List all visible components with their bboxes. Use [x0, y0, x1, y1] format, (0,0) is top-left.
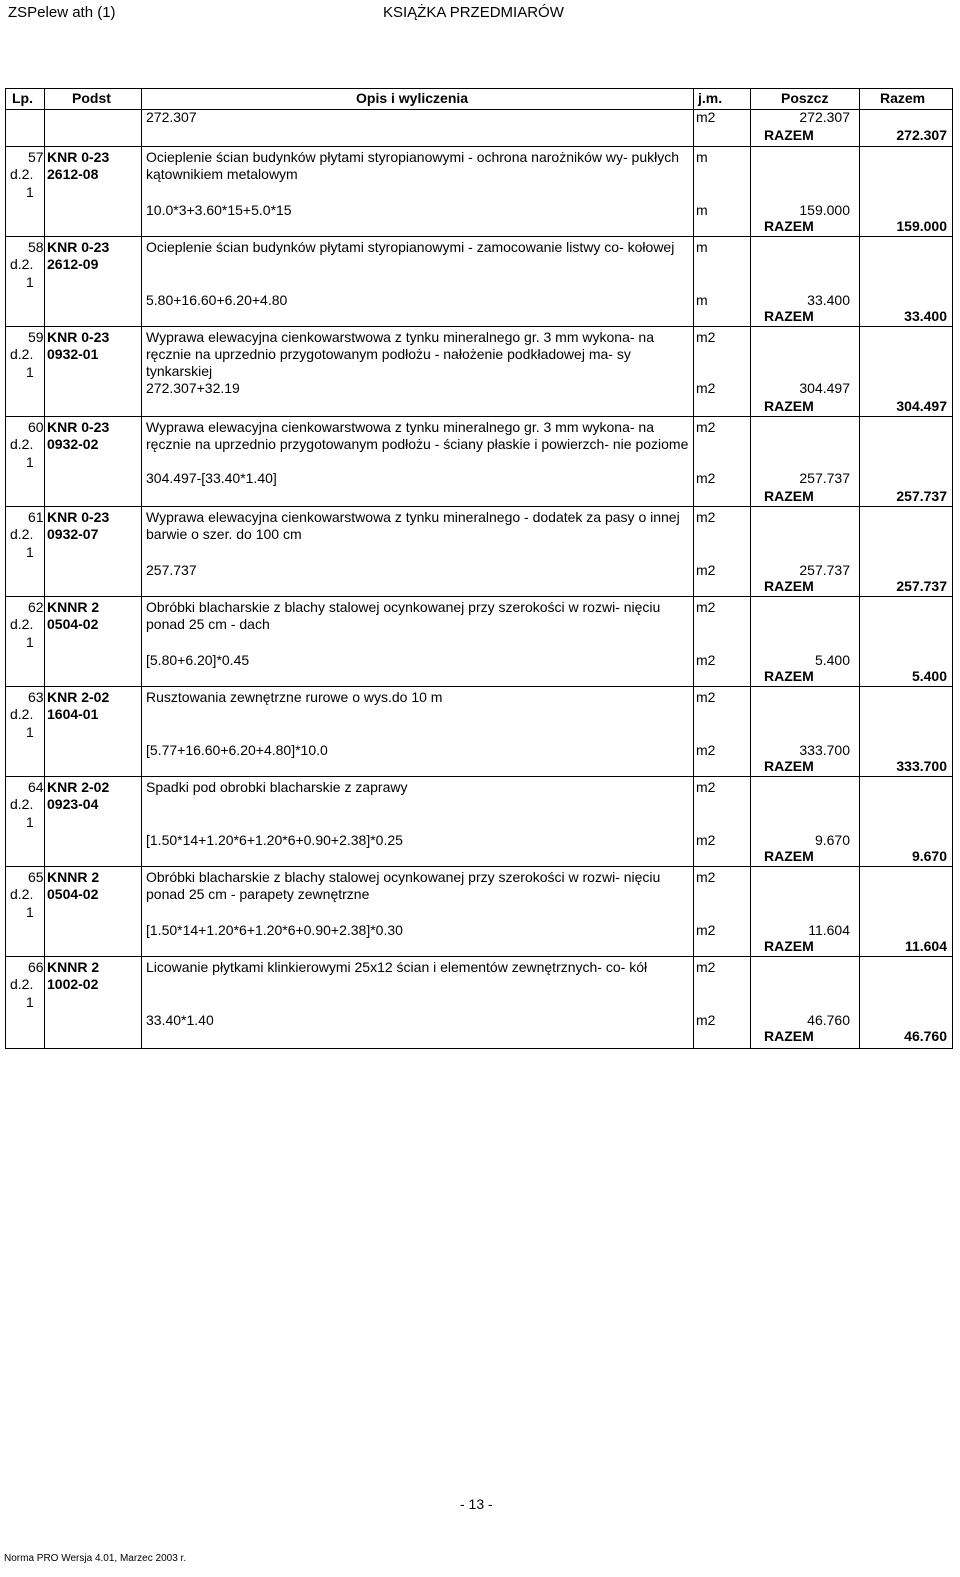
row-unit: m — [696, 149, 708, 165]
row-calculation: 10.0*3+3.60*15+5.0*15 — [146, 202, 292, 218]
row-description: Rusztowania zewnętrzne rurowe o wys.do 10 m — [146, 689, 443, 705]
row-unit: m2 — [696, 869, 716, 885]
row-lp: 62 — [28, 599, 44, 615]
row-lp-sub: d.2. — [10, 436, 34, 452]
row-unit: m2 — [696, 419, 716, 435]
row-poszcz: 257.737 — [799, 562, 850, 578]
row-divider — [6, 776, 952, 777]
row-description: Wyprawa elewacyjna cienkowarstwowa z tynku mineralnego - dodatek za pasy o innej barwie o szer. do 100 cm — [146, 509, 680, 542]
row-razem-label: RAZEM — [764, 218, 814, 234]
row-podst: KNR 0-23 — [47, 509, 110, 525]
row-calc-unit: m2 — [696, 380, 716, 396]
window-header — [0, 0, 960, 26]
row-podst-code: 0923-04 — [47, 796, 99, 812]
row-lp: 59 — [28, 329, 44, 345]
row-razem-label: RAZEM — [764, 488, 814, 504]
row-poszcz: 304.497 — [799, 380, 850, 396]
col-divider — [750, 108, 751, 1048]
row-divider — [6, 686, 952, 687]
col-opis: Opis i wyliczenia — [356, 90, 469, 106]
row-calculation: [1.50*14+1.20*6+1.20*6+0.90+2.38]*0.25 — [146, 832, 403, 848]
row-calc-unit: m2 — [696, 832, 716, 848]
page-number: - 13 - — [460, 1496, 493, 1512]
carry-unit: m2 — [696, 109, 716, 125]
col-jm: j.m. — [698, 90, 723, 106]
row-divider — [6, 326, 952, 327]
row-podst: KNR 0-23 — [47, 419, 110, 435]
row-lp: 64 — [28, 779, 44, 795]
row-description: Licowanie płytkami klinkierowymi 25x12 ścian i elementów zewnętrznych- co- kół — [146, 959, 648, 975]
row-podst-code: 1002-02 — [47, 976, 99, 992]
row-poszcz: 33.400 — [807, 292, 850, 308]
row-unit: m2 — [696, 779, 716, 795]
row-podst: KNNR 2 — [47, 869, 100, 885]
row-lp-sub: 1 — [26, 814, 34, 830]
row-razem: 257.737 — [896, 488, 947, 504]
carry-razem-label: RAZEM — [764, 127, 814, 143]
col-poszcz: Poszcz — [781, 90, 829, 106]
carry-value: 272.307 — [799, 109, 850, 125]
row-poszcz: 257.737 — [799, 470, 850, 486]
row-lp-sub: 1 — [26, 634, 34, 650]
row-unit: m — [696, 239, 708, 255]
row-lp: 61 — [28, 509, 44, 525]
col-lp: Lp. — [12, 90, 33, 106]
row-lp-sub: d.2. — [10, 976, 34, 992]
row-calculation: 257.737 — [146, 562, 197, 578]
row-lp-sub: 1 — [26, 544, 34, 560]
row-poszcz: 11.604 — [808, 922, 850, 938]
row-calc-unit: m2 — [696, 922, 716, 938]
row-unit: m2 — [696, 329, 716, 345]
row-podst-code: 0932-02 — [47, 436, 99, 452]
row-razem-label: RAZEM — [764, 668, 814, 684]
row-lp: 65 — [28, 869, 44, 885]
row-calculation: 304.497-[33.40*1.40] — [146, 470, 277, 486]
row-lp-sub: 1 — [26, 724, 34, 740]
row-poszcz: 159.000 — [799, 202, 850, 218]
carry-razem: 272.307 — [896, 127, 947, 143]
row-poszcz: 46.760 — [807, 1012, 850, 1028]
row-calc-unit: m2 — [696, 652, 716, 668]
row-unit: m2 — [696, 959, 716, 975]
row-divider — [6, 866, 952, 867]
row-podst-code: 1604-01 — [47, 706, 99, 722]
row-podst: KNR 0-23 — [47, 329, 110, 345]
row-razem: 5.400 — [911, 668, 947, 684]
row-unit: m2 — [696, 689, 716, 705]
row-divider — [6, 956, 952, 957]
row-description: Obróbki blacharskie z blachy stalowej ocynkowanej przy szerokości w rozwi- nięciu ponad 25 cm - parapety zewnętrzne — [146, 869, 661, 902]
row-lp-sub: 1 — [26, 274, 34, 290]
row-description: Wyprawa elewacyjna cienkowarstwowa z tynku mineralnego gr. 3 mm wykona- na ręcznie na uprzednio przygotowanym podłożu - nałożenie podkładowej ma- sy tynkarskiej — [146, 329, 654, 379]
row-podst: KNR 2-02 — [47, 689, 110, 705]
row-calc-unit: m2 — [696, 470, 716, 486]
row-lp-sub: d.2. — [10, 886, 34, 902]
row-podst: KNR 0-23 — [47, 149, 110, 165]
row-divider — [6, 146, 952, 147]
row-lp-sub: 1 — [26, 364, 34, 380]
row-podst-code: 2612-09 — [47, 256, 99, 272]
row-description: Ocieplenie ścian budynków płytami styropianowymi - ochrona narożników wy- pukłych kątownikiem metalowym — [146, 149, 680, 182]
row-description: Ocieplenie ścian budynków płytami styropianowymi - zamocowanie listwy co- kołowej — [146, 239, 675, 255]
row-razem: 159.000 — [896, 218, 947, 234]
row-divider — [6, 236, 952, 237]
row-razem-label: RAZEM — [764, 578, 814, 594]
row-lp: 60 — [28, 419, 44, 435]
row-razem-label: RAZEM — [764, 758, 814, 774]
col-divider — [693, 89, 694, 109]
col-divider — [859, 89, 860, 109]
row-lp: 58 — [28, 239, 44, 255]
row-lp-sub: d.2. — [10, 526, 34, 542]
estimate-table — [5, 108, 953, 1049]
row-lp-sub: d.2. — [10, 706, 34, 722]
col-divider — [693, 108, 694, 1048]
col-divider — [750, 89, 751, 109]
row-podst-code: 0932-07 — [47, 526, 99, 542]
row-divider — [6, 416, 952, 417]
col-divider — [859, 108, 860, 1048]
row-calculation: [5.80+6.20]*0.45 — [146, 652, 250, 668]
row-podst-code: 0504-02 — [47, 616, 99, 632]
col-razem: Razem — [880, 90, 926, 106]
row-lp-sub: 1 — [26, 994, 34, 1010]
row-description: Spadki pod obrobki blacharskie z zaprawy — [146, 779, 408, 795]
row-lp-sub: d.2. — [10, 256, 34, 272]
row-calc-unit: m2 — [696, 1012, 716, 1028]
row-lp: 57 — [28, 149, 44, 165]
row-poszcz: 333.700 — [799, 742, 850, 758]
row-calc-unit: m2 — [696, 742, 716, 758]
row-poszcz: 5.400 — [814, 652, 850, 668]
row-razem-label: RAZEM — [764, 398, 814, 414]
col-divider — [141, 89, 142, 109]
row-razem-label: RAZEM — [764, 938, 814, 954]
row-lp-sub: 1 — [26, 184, 34, 200]
row-calculation: 272.307+32.19 — [146, 380, 240, 396]
row-divider — [6, 596, 952, 597]
file-name: ZSPelew ath (1) — [8, 4, 116, 21]
row-unit: m2 — [696, 599, 716, 615]
row-lp-sub: 1 — [26, 904, 34, 920]
row-razem-label: RAZEM — [764, 848, 814, 864]
row-podst-code: 0504-02 — [47, 886, 99, 902]
row-podst-code: 2612-08 — [47, 166, 99, 182]
row-razem-label: RAZEM — [764, 1028, 814, 1044]
row-description: Wyprawa elewacyjna cienkowarstwowa z tynku mineralnego gr. 3 mm wykona- na ręcznie na uprzednio przygotowanym podłożu - ściany płaskie i powierzch- nie poziome — [146, 419, 689, 452]
row-razem: 11.604 — [904, 938, 947, 954]
row-calc-unit: m — [696, 292, 708, 308]
col-divider — [44, 89, 45, 109]
document-title: KSIĄŻKA PRZEDMIARÓW — [383, 4, 564, 21]
row-razem: 333.700 — [896, 758, 947, 774]
row-calc-unit: m2 — [696, 562, 716, 578]
row-podst: KNNR 2 — [47, 599, 100, 615]
row-razem: 304.497 — [896, 398, 947, 414]
software-version: Norma PRO Wersja 4.01, Marzec 2003 r. — [4, 1553, 187, 1564]
row-lp-sub: d.2. — [10, 796, 34, 812]
row-podst: KNR 2-02 — [47, 779, 110, 795]
row-razem: 257.737 — [896, 578, 947, 594]
col-podst: Podst — [72, 90, 111, 106]
row-calculation: 33.40*1.40 — [146, 1012, 214, 1028]
row-lp-sub: d.2. — [10, 616, 34, 632]
row-description: Obróbki blacharskie z blachy stalowej ocynkowanej przy szerokości w rozwi- nięciu ponad 25 cm - dach — [146, 599, 661, 632]
row-calculation: [1.50*14+1.20*6+1.20*6+0.90+2.38]*0.30 — [146, 922, 403, 938]
row-poszcz: 9.670 — [814, 832, 850, 848]
row-lp-sub: d.2. — [10, 346, 34, 362]
row-unit: m2 — [696, 509, 716, 525]
table-header — [5, 88, 953, 110]
row-razem: 9.670 — [911, 848, 947, 864]
row-lp: 63 — [28, 689, 44, 705]
row-divider — [6, 506, 952, 507]
row-lp-sub: 1 — [26, 454, 34, 470]
row-podst: KNNR 2 — [47, 959, 100, 975]
row-calculation: [5.77+16.60+6.20+4.80]*10.0 — [146, 742, 328, 758]
carry-formula: 272.307 — [146, 109, 197, 125]
row-lp-sub: d.2. — [10, 166, 34, 182]
row-calc-unit: m — [696, 202, 708, 218]
row-calculation: 5.80+16.60+6.20+4.80 — [146, 292, 288, 308]
row-razem: 46.760 — [904, 1028, 947, 1044]
row-podst: KNR 0-23 — [47, 239, 110, 255]
row-razem-label: RAZEM — [764, 308, 814, 324]
row-razem: 33.400 — [904, 308, 947, 324]
col-divider — [44, 108, 45, 1048]
col-divider — [141, 108, 142, 1048]
row-lp: 66 — [28, 959, 44, 975]
row-podst-code: 0932-01 — [47, 346, 99, 362]
